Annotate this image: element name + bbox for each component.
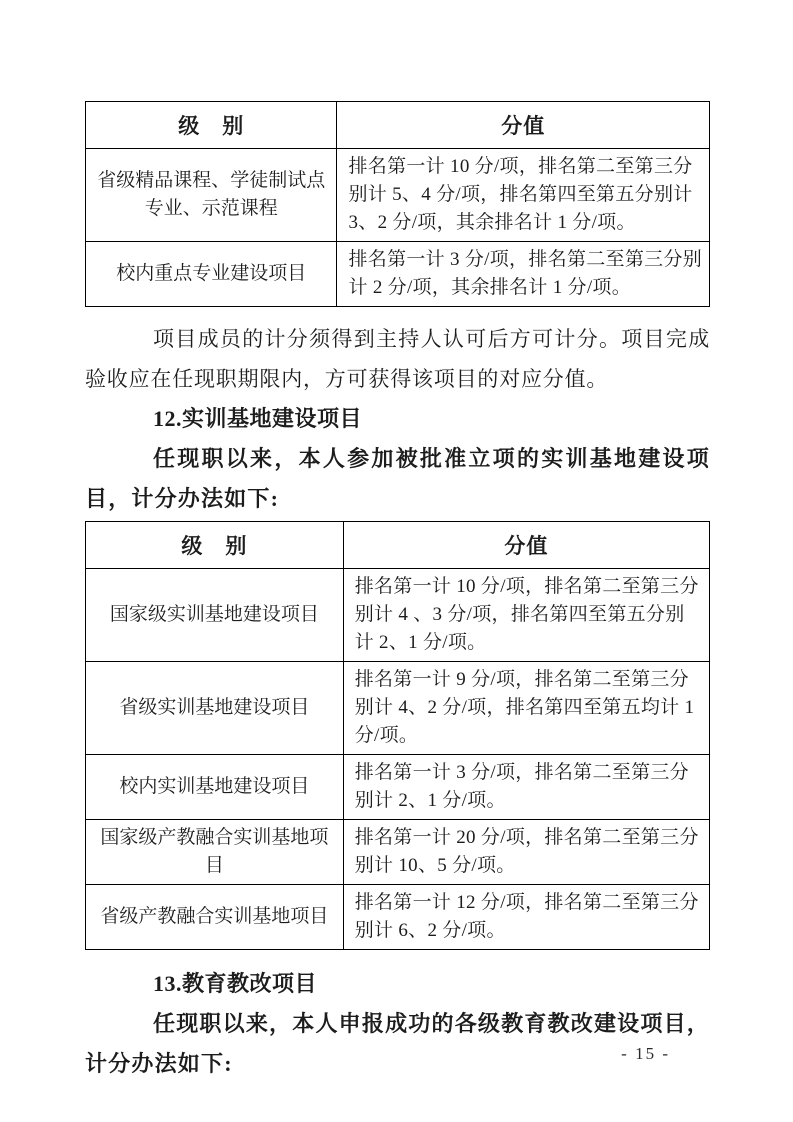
table2-row3-score: 排名第一计 3 分/项，排名第二至第三分别计 2、1 分/项。 [343,755,709,820]
table1-row1-score: 排名第一计 10 分/项，排名第二至第三分别计 5、4 分/项，排名第四至第五分别计 3、2 分/项，其余排名计 1 分/项。 [337,149,710,242]
table-row [86,885,710,950]
section-12-intro: 任现职以来，本人参加被批准立项的实训基地建设项目，计分办法如下: [85,446,710,511]
table2-row5-level: 省级产教融合实训基地项目 [86,885,344,950]
table2-header-score: 分值 [343,522,709,569]
table1-header-row [86,102,710,149]
table2-row5-score: 排名第一计 12 分/项，排名第二至第三分别计 6、2 分/项。 [343,885,709,950]
table2-header-row [86,522,710,569]
table-row [86,820,710,885]
table2-row1-score: 排名第一计 10 分/项，排名第二至第三分别计 4 、3 分/项，排名第四至第五分别计 2、1 分/项。 [343,569,709,662]
table1-header-score: 分值 [337,102,710,149]
table-row [86,755,710,820]
section-13-intro: 任现职以来，本人申报成功的各级教育教改建设项目，计分办法如下: [85,1011,710,1076]
course-project-score-table [85,101,710,307]
table-row [86,242,710,307]
section-12-heading: 12.实训基地建设项目 [153,406,363,431]
section-13-heading: 13.教育教改项目 [153,971,318,996]
table1-row1-level: 省级精品课程、学徒制试点专业、示范课程 [86,149,337,242]
table2-row2-level: 省级实训基地建设项目 [86,662,344,755]
table2-row4-level: 国家级产教融合实训基地项目 [86,820,344,885]
table1-header-level: 级 别 [86,102,337,149]
table2-row2-score: 排名第一计 9 分/项，排名第二至第三分别计 4、2 分/项，排名第四至第五均计 1 分/项。 [343,662,709,755]
project-member-note: 项目成员的计分须得到主持人认可后方可计分。项目完成验收应在任现职期限内，方可获得该项目的对应分值。 [85,327,710,391]
table2-row4-score: 排名第一计 20 分/项，排名第二至第三分别计 10、5 分/项。 [343,820,709,885]
table2-row1-level: 国家级实训基地建设项目 [86,569,344,662]
table2-row3-level: 校内实训基地建设项目 [86,755,344,820]
training-base-score-table [85,521,710,950]
table2-header-level: 级 别 [86,522,344,569]
table-row [86,149,710,242]
table-row [86,569,710,662]
table1-row2-score: 排名第一计 3 分/项，排名第二至第三分别计 2 分/项，其余排名计 1 分/项。 [337,242,710,307]
table-row [86,662,710,755]
table1-row2-level: 校内重点专业建设项目 [86,242,337,307]
page-number: - 15 - [621,1044,670,1063]
